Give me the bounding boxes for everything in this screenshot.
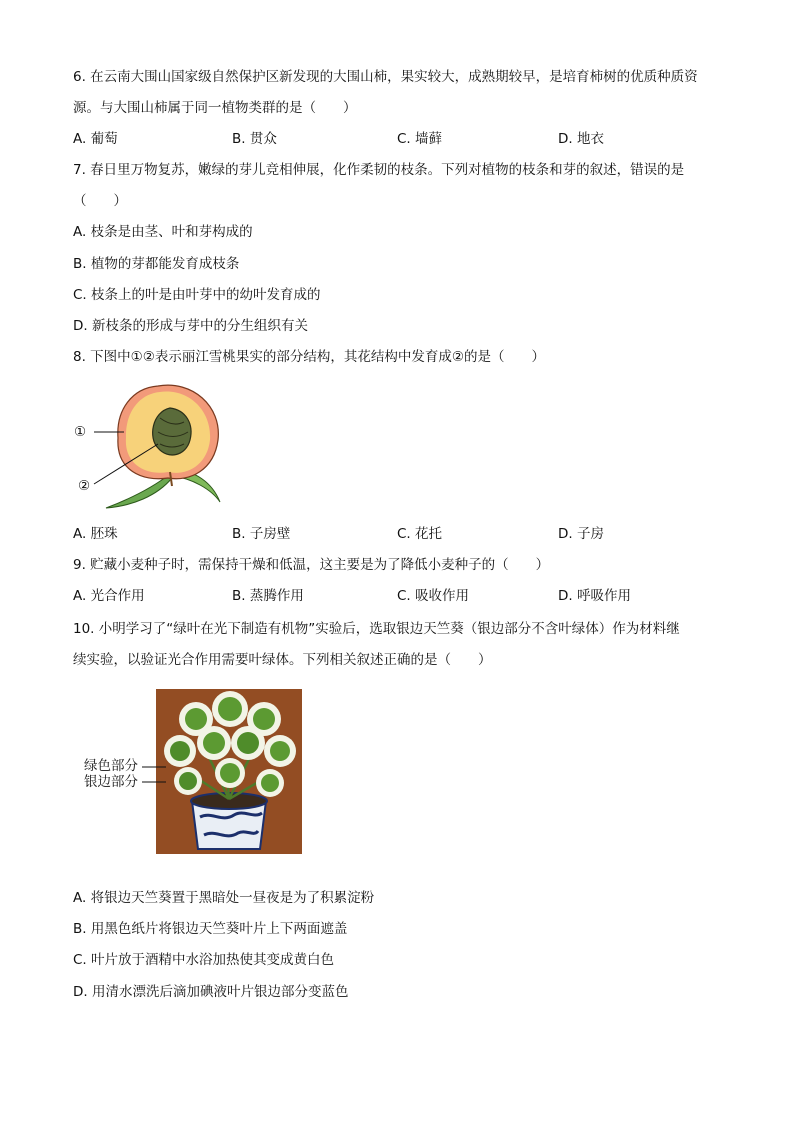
q9-option-b: B. 蒸腾作用 bbox=[232, 588, 304, 604]
q6-stem-line2: 源。与大围山柿属于同一植物类群的是（ ） bbox=[73, 100, 357, 116]
q7-stem-line1: 7. 春日里万物复苏，嫩绿的芽儿竞相伸展，化作柔韧的枝条。下列对植物的枝条和芽的叙述，错误的是 bbox=[73, 162, 685, 178]
q10-option-c: C. 叶片放于酒精中水浴加热使其变成黄白色 bbox=[73, 952, 335, 968]
q9-option-d: D. 呼吸作用 bbox=[558, 588, 631, 604]
peach-fruit-figure bbox=[72, 378, 232, 513]
q10-stem-line2: 续实验，以验证光合作用需要叶绿体。下列相关叙述正确的是（ ） bbox=[73, 652, 492, 668]
q6-stem-line1: 6. 在云南大围山国家级自然保护区新发现的大围山柿，果实较大，成熟期较早，是培育柿树的优质种质资 bbox=[73, 69, 698, 85]
q7-option-c: C. 枝条上的叶是由叶芽中的幼叶发育成的 bbox=[73, 287, 321, 303]
q8-stem: 8. 下图中①②表示丽江雪桃果实的部分结构，其花结构中发育成②的是（ ） bbox=[73, 349, 545, 365]
q9-stem: 9. 贮藏小麦种子时，需保持干燥和低温，这主要是为了降低小麦种子的（ ） bbox=[73, 557, 550, 573]
label-green-part: 绿色部分 bbox=[84, 758, 138, 774]
q6-option-b: B. 贯众 bbox=[232, 131, 277, 147]
figure-label-2: ② bbox=[78, 478, 91, 494]
q9-option-a: A. 光合作用 bbox=[73, 588, 145, 604]
q10-option-d: D. 用清水漂洗后滴加碘液叶片银边部分变蓝色 bbox=[73, 984, 349, 1000]
q6-option-c: C. 墙藓 bbox=[397, 131, 443, 147]
label-pointers bbox=[142, 762, 166, 786]
q8-option-a: A. 胚珠 bbox=[73, 526, 118, 542]
q7-option-b: B. 植物的芽都能发育成枝条 bbox=[73, 256, 240, 272]
q8-option-c: C. 花托 bbox=[397, 526, 443, 542]
q8-option-d: D. 子房 bbox=[558, 526, 604, 542]
q8-option-b: B. 子房壁 bbox=[232, 526, 291, 542]
q10-stem-line1: 10. 小明学习了“绿叶在光下制造有机物”实验后，选取银边天竺葵（银边部分不含叶绿体）作为材料继 bbox=[73, 621, 680, 637]
peach-pit bbox=[153, 408, 191, 455]
q6-option-a: A. 葡萄 bbox=[73, 131, 118, 147]
figure-label-1: ① bbox=[74, 424, 87, 440]
geranium-photo bbox=[156, 689, 302, 854]
q7-stem-line2: （ ） bbox=[73, 193, 127, 209]
q7-option-d: D. 新枝条的形成与芽中的分生组织有关 bbox=[73, 318, 308, 334]
q6-option-d: D. 地衣 bbox=[558, 131, 604, 147]
q9-option-c: C. 吸收作用 bbox=[397, 588, 470, 604]
q10-option-a: A. 将银边天竺葵置于黑暗处一昼夜是为了积累淀粉 bbox=[73, 890, 375, 906]
label-silver-edge: 银边部分 bbox=[84, 774, 138, 790]
q10-option-b: B. 用黑色纸片将银边天竺葵叶片上下两面遮盖 bbox=[73, 921, 348, 937]
q7-option-a: A. 枝条是由茎、叶和芽构成的 bbox=[73, 224, 253, 240]
